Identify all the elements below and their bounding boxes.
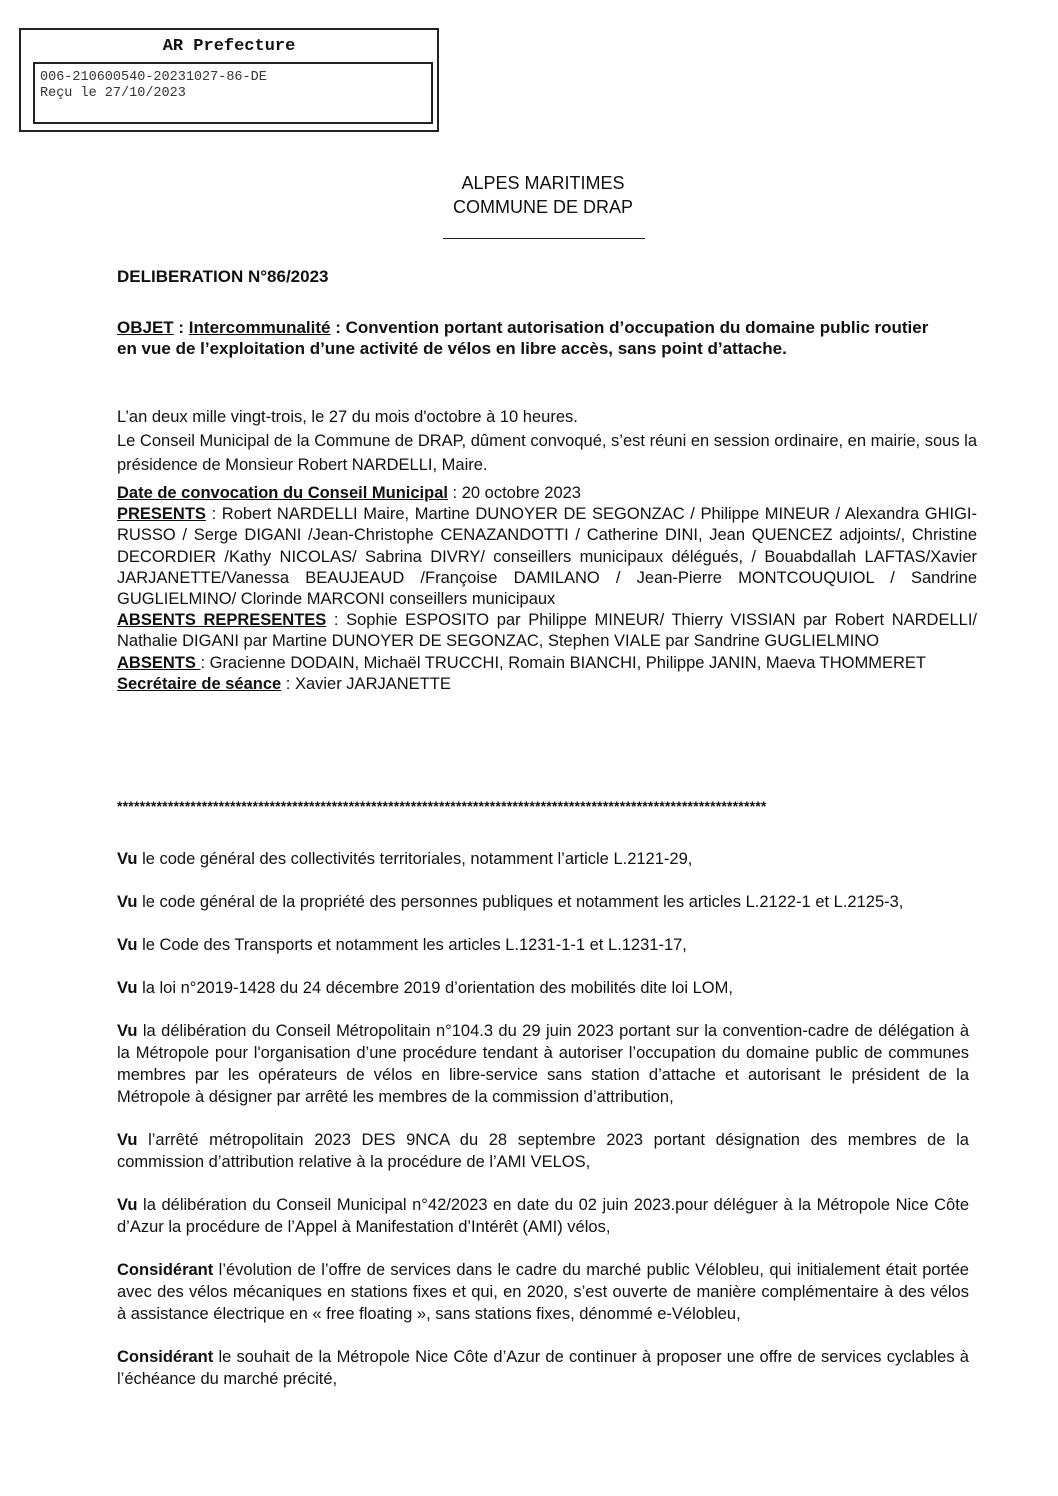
convocation-value: : 20 octobre 2023 [447, 484, 581, 502]
stamp-title: AR Prefecture [162, 37, 296, 56]
presents-value: : Robert NARDELLI Maire, Martine DUNOYER DE SEGONZAC / Philippe MINEUR / Alexandra GHIGI-RUSSO / Serge DIGANI /Jean-Christophe CENAZANDOTTI / Catherine DINI, Jean QUENCEZ adjoints/, Christine DECORDIER /Kathy NICOLAS/ Sabrina DIVRY/ conseillers municipaux délégués, / Bouabdallah LAFTAS/Xavier JARJANETTE/Vanessa BEAUJEAUD /Françoise DAMILANO / Jean-Pierre MONTCOUQUIOL / Sandrine GUGLIELMINO/ Clorinde MARCONI conseillers municipaux [117, 505, 977, 609]
clause-text: la loi n°2019-1428 du 24 décembre 2019 d’orientation des mobilités dite loi LOM, [137, 979, 733, 997]
clause-item [117, 1129, 969, 1173]
stamp-reference: 006-210600540-20231027-86-DE [40, 70, 267, 85]
department-name: ALPES MARITIMES [461, 173, 625, 193]
presents-label: PRESENTS [117, 505, 206, 524]
clause-item [117, 848, 969, 870]
clause-keyword: Vu [117, 936, 138, 954]
objet-text: Convention portant autorisation d’occupation du domaine public routier en vue de l’exploitation d’une activité de vélos en libre accès, sans point d’attache. [117, 318, 929, 358]
clause-text: la délibération du Conseil Métropolitain n°104.3 du 29 juin 2023 portant sur la convention-cadre de délégation à la Métropole pour l'organisation d’une procédure tendant à autoriser l’occupation du domaine public de communes membres par les opérateurs de vélos en libre-service sans station d’attache et autorisant le président de la Métropole à désigner par arrêté les membres de la commission d’attribution, [117, 1022, 969, 1106]
absents-represented-value: : Sophie ESPOSITO par Philippe MINEUR/ Thierry VISSIAN par Robert NARDELLI/ Nathalie DIGANI par Martine DUNOYER DE SEGONZAC, Stephen VIALE par Sandrine GUGLIELMINO [117, 611, 977, 651]
clause-item [117, 1020, 969, 1108]
clause-keyword: Vu [117, 1022, 138, 1040]
objet-category: Intercommunalité [188, 318, 331, 337]
session-intro [117, 405, 977, 477]
stamp-received-date: Reçu le 27/10/2023 [40, 86, 186, 101]
secretary-value: : Xavier JARJANETTE [281, 674, 451, 693]
clause-text: le Code des Transports et notamment les articles L.1231-1-1 et L.1231-17, [137, 936, 687, 954]
clause-keyword: Vu [117, 850, 138, 868]
stamp-details [33, 62, 433, 124]
clause-keyword: Vu [117, 1131, 138, 1149]
absents-represented-label: ABSENTS REPRESENTES [117, 611, 327, 630]
clause-item [117, 891, 969, 913]
clause-text: le souhait de la Métropole Nice Côte d’Azur de continuer à proposer une offre de services cyclables à l’échéance du marché précité, [117, 1348, 969, 1388]
clause-item [117, 1194, 969, 1238]
commune-name: COMMUNE DE DRAP [452, 197, 633, 217]
convocation-label: Date de convocation du Conseil Municipal [117, 484, 448, 502]
session-convening-line: Le Conseil Municipal de la Commune de DRAP, dûment convoqué, s’est réuni en session ordinaire, en mairie, sous la présidence de Monsieur Robert NARDELLI, Maire. [117, 432, 977, 474]
clause-keyword: Considérant [117, 1348, 214, 1366]
clause-item [117, 977, 969, 999]
clause-keyword: Vu [117, 1196, 138, 1214]
objet-block [117, 317, 932, 359]
session-date-line: L’an deux mille vingt-trois, le 27 du mois d'octobre à 10 heures. [117, 408, 578, 426]
commune-header [0, 171, 1058, 219]
clause-keyword: Vu [117, 893, 138, 911]
objet-label: OBJET [117, 318, 174, 337]
absents-represented-line [117, 610, 977, 652]
attendance-block [117, 483, 977, 695]
convocation-line [117, 483, 977, 504]
clause-keyword: Vu [117, 979, 138, 997]
clause-keyword: Considérant [117, 1261, 214, 1279]
clause-item [117, 934, 969, 956]
absents-value: : Gracienne DODAIN, Michaël TRUCCHI, Romain BIANCHI, Philippe JANIN, Maeva THOMMERET [200, 653, 927, 672]
objet-sep-1: : [173, 318, 189, 337]
clause-text: l’arrêté métropolitain 2023 DES 9NCA du 28 septembre 2023 portant désignation des membres de la commission d’attribution relative à la procédure de l’AMI VELOS, [117, 1131, 969, 1171]
objet-sep-2: : [330, 318, 346, 337]
header-divider [443, 238, 645, 239]
clause-text: l’évolution de l’offre de services dans le cadre du marché public Vélobleu, qui initialement était portée avec des vélos mécaniques en stations fixes et qui, en 2020, s’est ouverte de manière complémentaire à des vélos à assistance électrique en « free floating », sans stations fixes, dénommé e-Vélobleu, [117, 1261, 969, 1323]
ar-prefecture-stamp [19, 28, 439, 132]
clauses-body [117, 848, 969, 1411]
absents-label: ABSENTS [117, 653, 201, 672]
clause-item [117, 1259, 969, 1325]
presents-line [117, 504, 977, 610]
absents-line [117, 653, 977, 674]
deliberation-title: DELIBERATION N°86/2023 [117, 267, 329, 286]
secretary-line [117, 674, 977, 695]
clause-text: la délibération du Conseil Municipal n°42/2023 en date du 02 juin 2023.pour déléguer à la Métropole Nice Côte d’Azur la procédure de l’Appel à Manifestation d’Intérêt (AMI) vélos, [117, 1196, 969, 1236]
clause-text: le code général des collectivités territoriales, notamment l’article L.2121-29, [137, 850, 693, 868]
asterisk-separator: ******************************************************************************************************************* [117, 798, 767, 814]
secretary-label: Secrétaire de séance [117, 674, 282, 693]
clause-item [117, 1346, 969, 1390]
clause-text: le code général de la propriété des personnes publiques et notamment les articles L.2122-1 et L.2125-3, [137, 893, 904, 911]
